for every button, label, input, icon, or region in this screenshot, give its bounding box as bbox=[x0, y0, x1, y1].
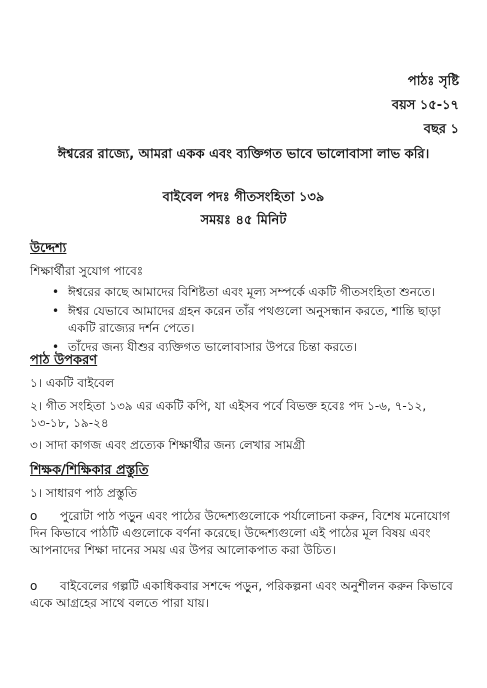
objectives-heading: উদ্দেশ্য bbox=[30, 241, 67, 256]
preparation-subheading: ১। সাধারণ পাঠ প্রস্তুতি bbox=[30, 486, 138, 500]
objective-item: • ঈশ্বর যেভাবে আমাদের গ্রহন করেন তাঁর পথগুলো অনুসন্ধান করতে, শান্তি ছাড়া একটি রাজ্যের দর্শন পেতে। bbox=[52, 304, 441, 335]
year-label: বছর ১ bbox=[423, 122, 459, 137]
age-range: বয়স ১৫-১৭ bbox=[391, 98, 459, 113]
material-item: ১। একটি বাইবেল bbox=[30, 376, 115, 390]
preparation-item: o পুরোটা পাঠ পড়ুন এবং পাঠের উদ্দেশ্যগুলোকে পর্যালোচনা করুন, বিশেষ মনোযোগ দিন কিভাবে পাঠটি এগুলোকে বর্ণনা করেছে। উদ্দেশ্যগুলো এই পাঠের মূল বিষয় এবং আপনাদের শিক্ষা দানের সময় এর উপর আলোকপাত করা উচিত। bbox=[30, 509, 450, 557]
preparation-heading: শিক্ষক/শিক্ষিকার প্রস্তুতি bbox=[30, 463, 149, 478]
material-item: ২। গীত সংহিতা ১৩৯ এর একটি কপি, যা এইসব পর্বে বিভক্ত হবেঃ পদ ১-৬, ৭-১২, ১৩-১৮, ১৯-২৪ bbox=[30, 399, 427, 430]
material-item: ৩। সাদা কাগজ এবং প্রত্যেক শিক্ষার্থীর জন্য লেখার সামগ্রী bbox=[30, 438, 306, 452]
bullet-icon: • bbox=[52, 340, 60, 354]
lesson-theme: ঈশ্বরের রাজ্যে, আমরা একক এবং ব্যক্তিগত ভাবে ভালোবাসা লাভ করি। bbox=[57, 147, 430, 162]
circle-bullet-icon: o bbox=[30, 509, 38, 523]
lesson-title: পাঠঃ সৃষ্টি bbox=[407, 74, 459, 89]
bullet-icon: • bbox=[52, 304, 60, 318]
circle-bullet-icon: o bbox=[30, 579, 38, 593]
bullet-icon: • bbox=[52, 285, 60, 299]
bible-verse: বাইবেল পদঃ গীতসংহিতা ১৩৯ bbox=[162, 190, 325, 205]
duration: সময়ঃ ৪৫ মিনিট bbox=[200, 213, 287, 228]
objectives-intro: শিক্ষার্থীরা সুযোগ পাবেঃ bbox=[30, 264, 144, 278]
objective-item: • ঈশ্বরের কাছে আমাদের বিশিষ্টতা এবং মূল্য সম্পর্কে একটি গীতসংহিতা শুনতে। bbox=[52, 285, 436, 299]
preparation-item: o বাইবেলের গল্পটি একাধিকবার সশব্দে পড়ুন, পরিকল্পনা এবং অনুশীলন করুন কিভাবে একে আগ্রহের সাথে বলতে পারা যায়। bbox=[30, 579, 453, 610]
objective-item: • তাঁদের জন্য যীশুর ব্যক্তিগত ভালোবাসার উপরে চিন্তা করতে। bbox=[52, 340, 358, 354]
objectives-list bbox=[52, 284, 457, 358]
materials-heading: পাঠ উপকরণ bbox=[30, 353, 98, 368]
